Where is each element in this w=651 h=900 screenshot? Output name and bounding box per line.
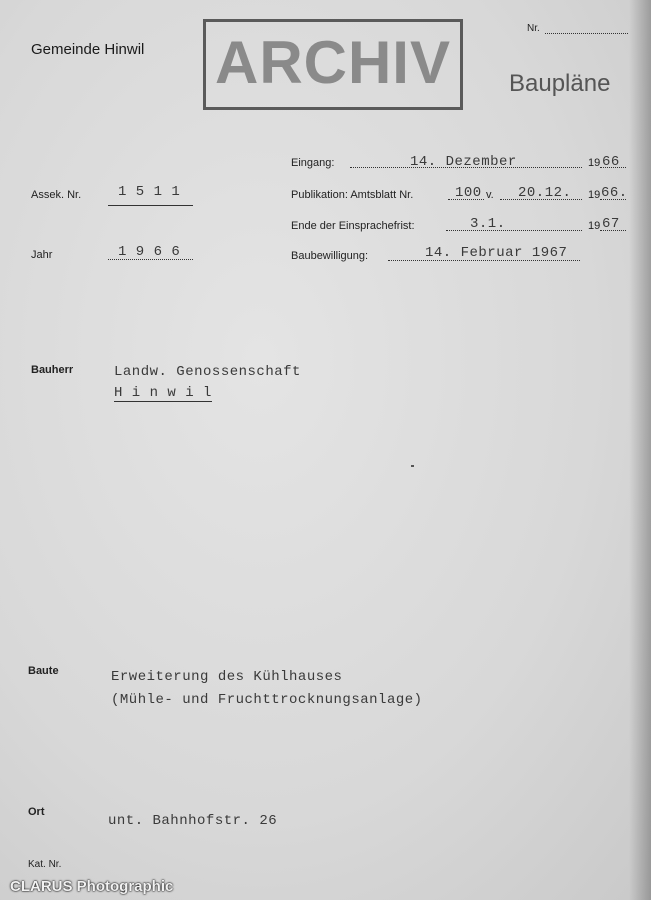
einsprache-line bbox=[446, 230, 582, 231]
jahr-line bbox=[108, 259, 193, 260]
assek-line bbox=[108, 205, 193, 206]
eingang-year-prefix: 19 bbox=[588, 157, 601, 169]
photo-credit-watermark: CLARUS Photographic bbox=[10, 878, 174, 895]
baute-line2: (Mühle- und Fruchttrocknungsanlage) bbox=[111, 692, 423, 708]
baute-label: Baute bbox=[28, 665, 59, 677]
kat-label: Kat. Nr. bbox=[28, 859, 62, 870]
einsprache-year-prefix: 19 bbox=[588, 220, 601, 232]
assek-value: 1 5 1 1 bbox=[118, 184, 181, 200]
nr-label: Nr. bbox=[527, 23, 540, 34]
archive-stamp-text: ARCHIV bbox=[214, 29, 451, 96]
publikation-date: 20.12. bbox=[518, 185, 572, 201]
baubewilligung-value: 14. Februar 1967 bbox=[425, 245, 568, 261]
baute-line1: Erweiterung des Kühlhauses bbox=[111, 669, 343, 685]
paper-speck bbox=[411, 465, 414, 467]
ort-value: unt. Bahnhofstr. 26 bbox=[108, 813, 278, 829]
ort-label: Ort bbox=[28, 806, 45, 818]
publikation-nr: 100 bbox=[455, 185, 482, 201]
bauherr-underline bbox=[114, 401, 212, 402]
einsprache-label: Ende der Einsprachefrist: bbox=[291, 220, 415, 232]
einsprache-year: 67 bbox=[602, 216, 620, 232]
jahr-label: Jahr bbox=[31, 249, 53, 261]
publikation-v: v. bbox=[486, 189, 494, 201]
paper-right-edge-shadow bbox=[629, 0, 651, 900]
einsprache-year-line bbox=[600, 230, 626, 231]
eingang-year-line bbox=[600, 167, 626, 168]
baubewilligung-label: Baubewilligung: bbox=[291, 250, 369, 262]
eingang-value: 14. Dezember bbox=[410, 154, 517, 170]
publikation-year-line bbox=[600, 199, 626, 200]
jahr-value: 1 9 6 6 bbox=[118, 244, 181, 260]
publikation-year-prefix: 19 bbox=[588, 189, 601, 201]
eingang-label: Eingang: bbox=[291, 157, 335, 169]
bauherr-label: Bauherr bbox=[31, 364, 74, 376]
archive-stamp bbox=[203, 19, 463, 110]
bauherr-line2: H i n w i l bbox=[114, 385, 212, 401]
assek-label: Assek. Nr. bbox=[31, 189, 82, 201]
nr-line bbox=[545, 33, 628, 34]
publikation-year: 66. bbox=[601, 185, 628, 201]
document-category: Baupläne bbox=[509, 70, 611, 97]
publikation-label: Publikation: Amtsblatt Nr. bbox=[291, 189, 414, 201]
einsprache-value: 3.1. bbox=[470, 216, 506, 232]
municipality-name: Gemeinde Hinwil bbox=[31, 41, 145, 58]
bauherr-line1: Landw. Genossenschaft bbox=[114, 364, 301, 380]
eingang-year: 66 bbox=[602, 154, 620, 170]
